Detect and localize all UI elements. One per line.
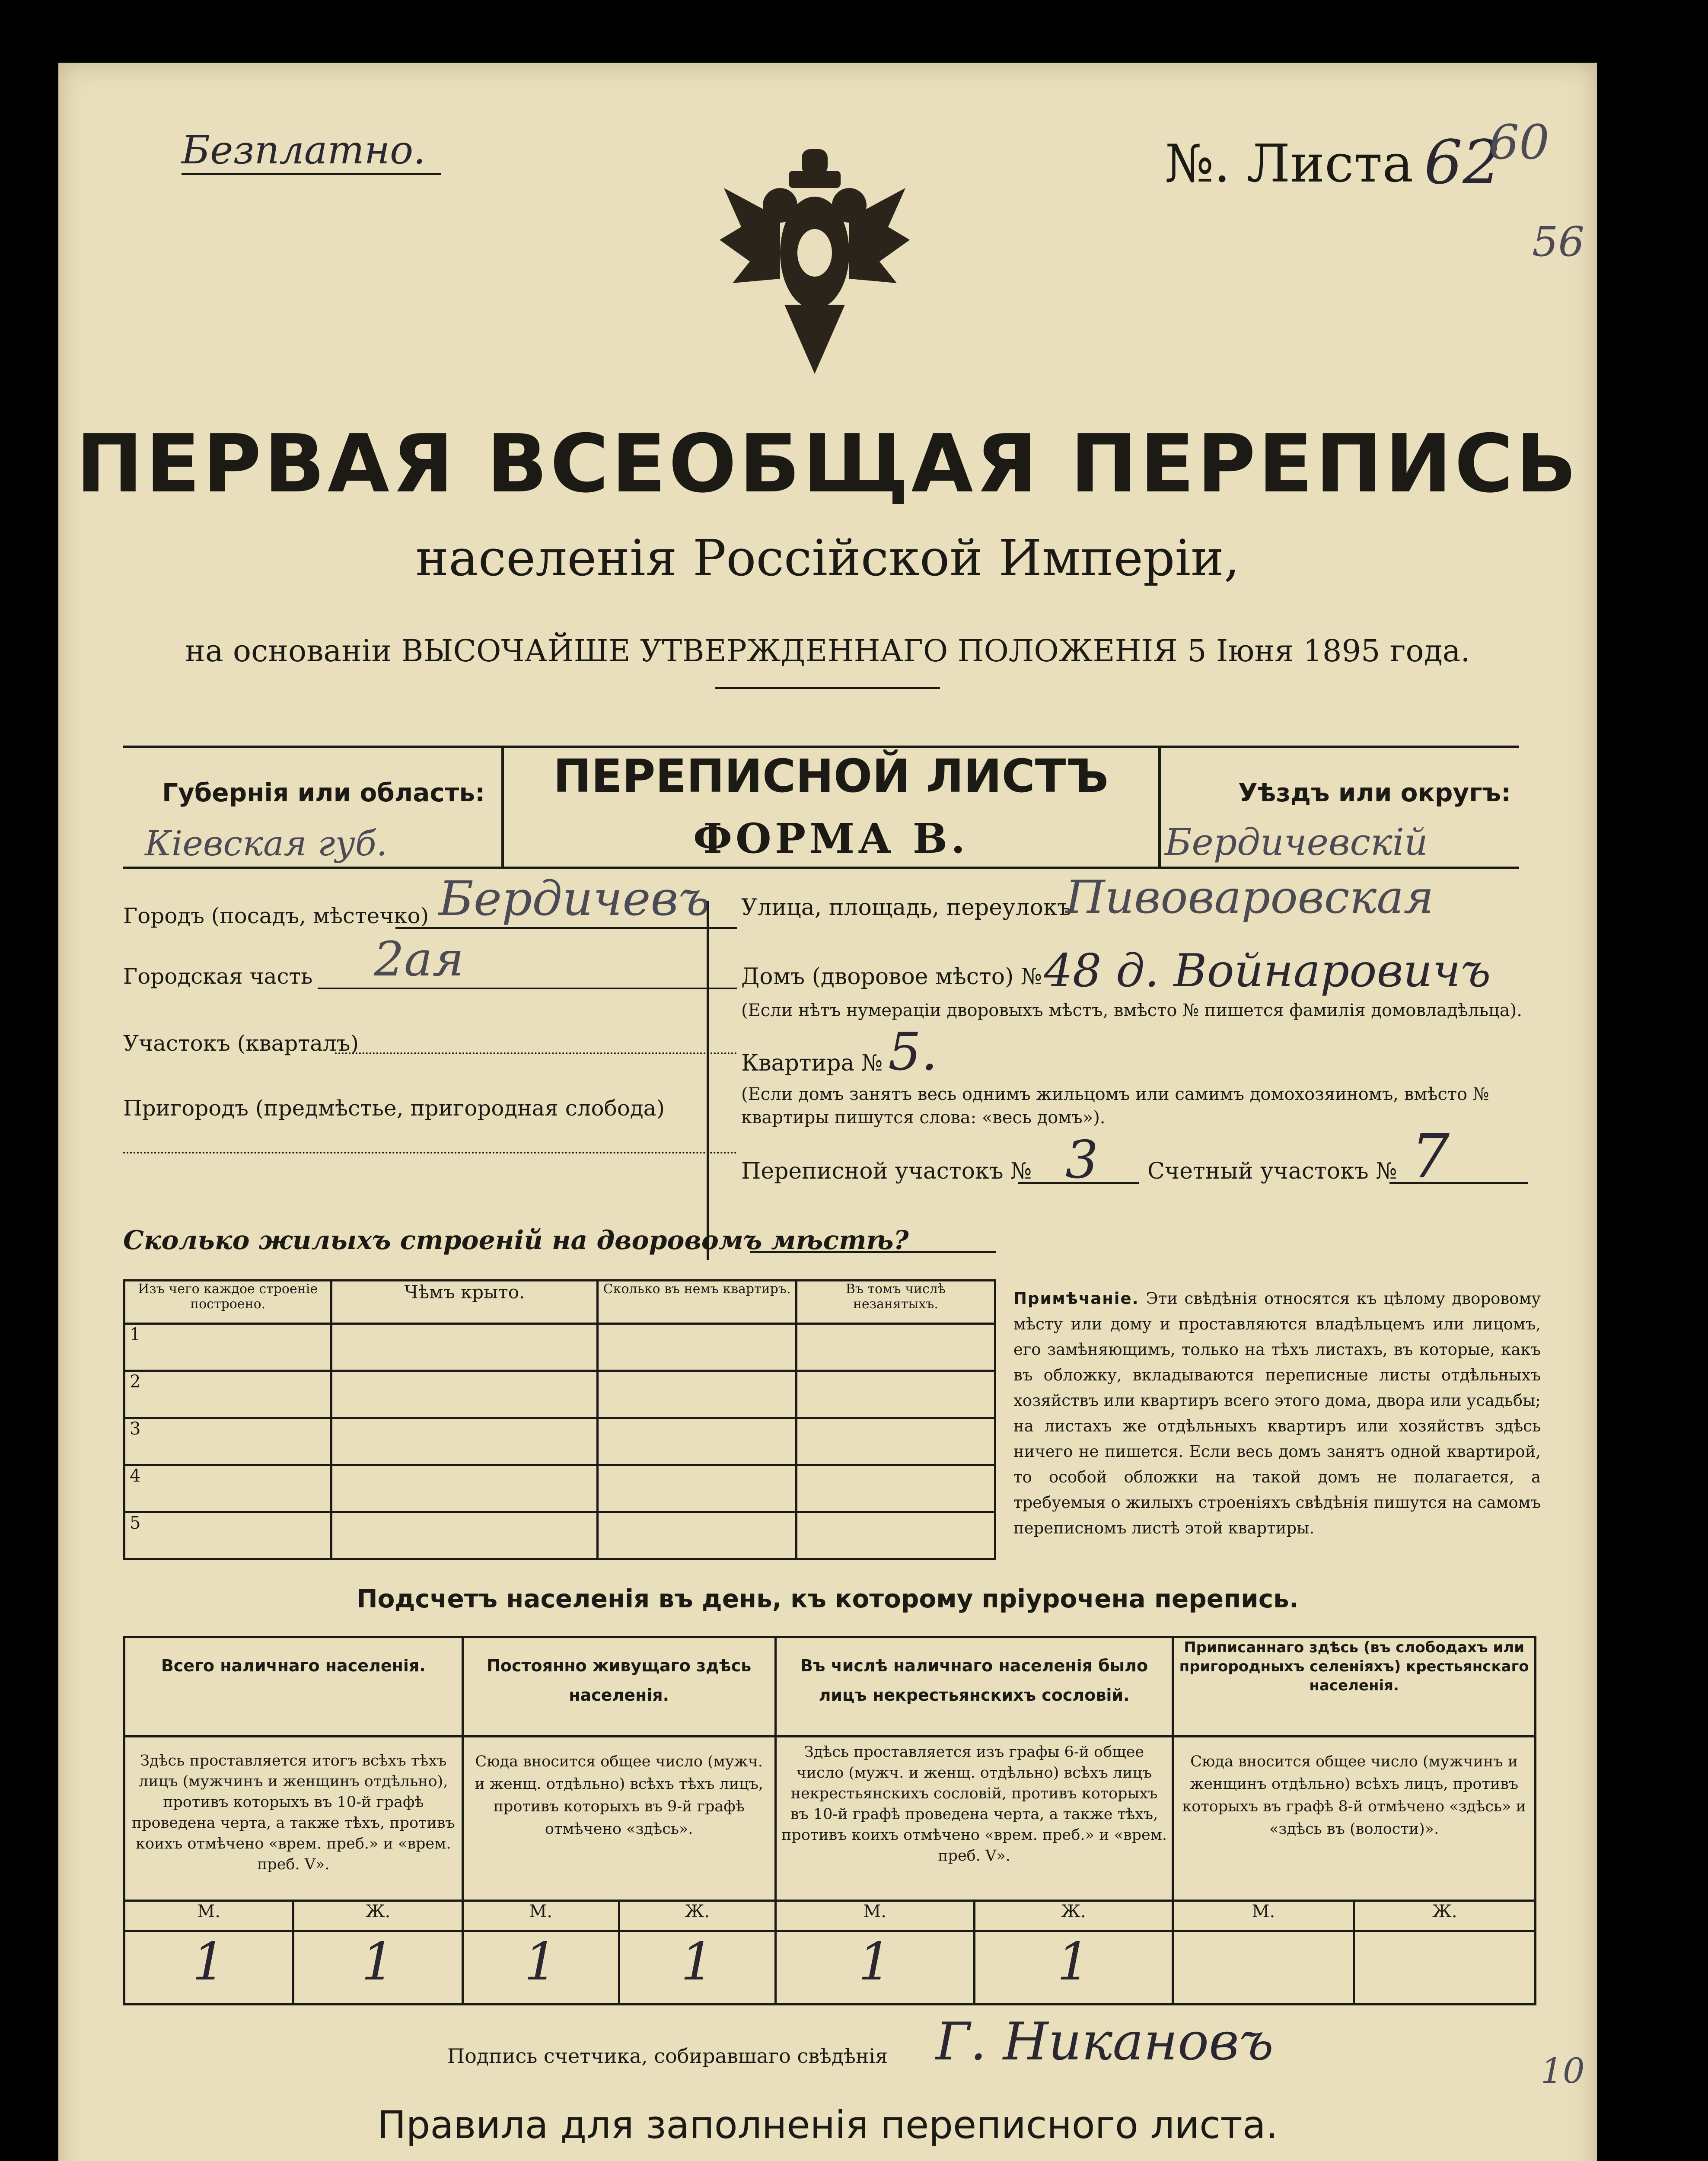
flat-note: (Если домъ занятъ весь однимъ жильцомъ или самимъ домохозяиномъ, вмѣсто № квартиры пишутся слова: «весь домъ»). xyxy=(741,1084,1489,1128)
city-line xyxy=(395,927,737,929)
buildings-header-vacant: Въ томъ числѣ незанятыхъ. xyxy=(796,1281,995,1324)
gubernia-value: Кіевская губ. xyxy=(145,823,388,864)
form-box-top xyxy=(123,746,1519,748)
sheet-number-pencil-a: 60 xyxy=(1489,115,1549,170)
count-f-label: Ж. xyxy=(1354,1901,1536,1931)
count-col-header-total: Всего наличнаго населенія. xyxy=(124,1637,463,1737)
flat-label: Квартира № xyxy=(741,1050,883,1076)
house-value: 48 д. Войнаровичъ xyxy=(1044,944,1491,997)
buildings-header-material: Изъ чего каждое строеніе построено. xyxy=(124,1281,331,1324)
quarter-line xyxy=(335,1052,737,1054)
house-label: Домъ (дворовое мѣсто) № xyxy=(741,964,1042,990)
buildings-row xyxy=(124,1371,995,1418)
flat-value: 5. xyxy=(888,1022,938,1082)
count-district-line xyxy=(1389,1182,1528,1184)
census-district-line xyxy=(1018,1182,1139,1184)
double-headed-eagle-emblem xyxy=(715,140,914,382)
rules-title: Правила для заполненія переписного листа. xyxy=(377,2103,1278,2147)
count-col-desc-non-peasant: Здѣсь проставляется изъ графы 6-й общее число (мужч. и женщ. отдѣльно) всѣхъ лицъ некрестьянскихъ сословій, противъ которыхъ въ 10-й графѣ проведена черта, а также тѣхъ, противъ коихъ отмѣчено «врем. преб.» и «врем. преб. V». xyxy=(775,1737,1173,1901)
count-permanent-female: 1 xyxy=(619,1931,775,2005)
free-label: Безплатно. xyxy=(182,127,426,173)
sheet-number-pencil-b: 56 xyxy=(1532,218,1584,266)
title-main: ПЕРВАЯ ВСЕОБЩАЯ ПЕРЕПИСЬ xyxy=(76,417,1580,510)
form-box-divider-right xyxy=(1158,746,1161,867)
count-col-desc-total: Здѣсь проставляется итогъ всѣхъ тѣхъ лицъ (мужчинъ и женщинъ отдѣльно), противъ которыхъ въ 10-й графѣ проведена черта, а также тѣхъ, противъ коихъ отмѣчено «врем. преб.» и «врем. преб. V». xyxy=(124,1737,463,1901)
suburb-line xyxy=(123,1152,737,1154)
count-total-female: 1 xyxy=(293,1931,462,2005)
count-f-label: Ж. xyxy=(619,1901,775,1931)
gubernia-label: Губернія или область: xyxy=(162,778,485,807)
count-m-label: М. xyxy=(775,1901,974,1931)
buildings-table xyxy=(123,1279,996,1560)
quarter-label: Участокъ (кварталъ) xyxy=(123,1031,359,1056)
count-col-header-peasant: Приписаннаго здѣсь (въ слободахъ или пригородныхъ селеніяхъ) крестьянскаго населенія. xyxy=(1173,1637,1536,1737)
count-m-label: М. xyxy=(462,1901,619,1931)
row-number: 3 xyxy=(124,1418,331,1465)
buildings-header-roof: Чѣмъ крыто. xyxy=(331,1281,598,1324)
count-total-male: 1 xyxy=(124,1931,293,2005)
city-part-line xyxy=(318,988,737,989)
count-peasant-female xyxy=(1354,1931,1536,2005)
sheet-number-value: 62 xyxy=(1424,127,1501,198)
city-value: Бердичевъ xyxy=(439,871,710,926)
count-table xyxy=(123,1636,1536,2005)
census-sheet xyxy=(58,63,1597,2161)
title-sub: населенія Россійской Имперіи, xyxy=(415,529,1240,587)
count-m-label: М. xyxy=(124,1901,293,1931)
form-box-bottom xyxy=(123,867,1519,869)
buildings-row xyxy=(124,1418,995,1465)
note-heading: Примѣчаніе. xyxy=(1013,1289,1139,1308)
margin-note: 10 xyxy=(1541,2051,1585,2091)
title-divider xyxy=(715,687,940,689)
buildings-row xyxy=(124,1324,995,1371)
free-underline xyxy=(182,173,441,175)
count-f-label: Ж. xyxy=(293,1901,462,1931)
row-number: 2 xyxy=(124,1371,331,1418)
count-col-desc-peasant: Сюда вносится общее число (мужчинъ и женщинъ отдѣльно) всѣхъ лицъ, противъ которыхъ въ графѣ 8-й отмѣчено «здѣсь» и «здѣсь въ (волости)». xyxy=(1173,1737,1536,1901)
buildings-header-flats: Сколько въ немъ квартиръ. xyxy=(598,1281,796,1324)
title-basis: на основаніи ВЫСОЧАЙШЕ УТВЕРЖДЕННАГО ПОЛОЖЕНІЯ 5 Іюня 1895 года. xyxy=(185,633,1470,669)
signature-label: Подпись счетчика, собиравшаго свѣдѣнія xyxy=(447,2044,888,2068)
street-value: Пивоваровская xyxy=(1065,871,1434,924)
buildings-row xyxy=(124,1465,995,1512)
count-district-value: 7 xyxy=(1411,1122,1450,1192)
city-part-value: 2ая xyxy=(374,931,464,987)
count-m-label: М. xyxy=(1173,1901,1354,1931)
census-district-value: 3 xyxy=(1065,1130,1099,1190)
count-peasant-male xyxy=(1173,1931,1354,2005)
count-permanent-male: 1 xyxy=(462,1931,619,2005)
count-title: Подсчетъ населенія въ день, къ которому пріурочена перепись. xyxy=(357,1584,1299,1613)
sheet-number-label: №. Листа xyxy=(1165,134,1414,194)
note-block xyxy=(1013,1286,1541,1541)
city-part-label: Городская часть xyxy=(123,964,313,989)
street-label: Улица, площадь, переулокъ xyxy=(741,895,1072,921)
count-non-peasant-female: 1 xyxy=(974,1931,1173,2005)
row-number: 1 xyxy=(124,1324,331,1371)
buildings-answer-line xyxy=(750,1251,996,1253)
buildings-row xyxy=(124,1512,995,1559)
uezd-value: Бердичевскій xyxy=(1165,821,1428,864)
signature-value: Г. Никановъ xyxy=(936,2012,1274,2072)
row-number: 5 xyxy=(124,1512,331,1559)
note-text: Эти свѣдѣнія относятся къ цѣлому дворовому мѣсту или дому и проставляются владѣльцемъ или лицомъ, его замѣняющимъ, только на тѣхъ листахъ, въ которые, какъ въ обложку, вкладываются переписные листы отдѣльныхъ хозяйствъ или квартиръ всего этого дома, двора или усадьбы; на листахъ же отдѣльныхъ квартиръ или хозяйствъ здѣсь ничего не пишется. Если весь домъ занятъ одной квартирой, то особой обложки на такой домъ не полагается, а требуемыя о жилыхъ строеніяхъ свѣдѣнія пишутся на самомъ переписномъ листѣ этой квартиры. xyxy=(1013,1289,1541,1537)
form-name: ФОРМА В. xyxy=(693,815,969,863)
city-label: Городъ (посадъ, мѣстечко) xyxy=(123,903,429,928)
count-col-header-non-peasant: Въ числѣ наличнаго населенія было лицъ некрестьянскихъ сословій. xyxy=(775,1637,1173,1737)
count-col-desc-permanent: Сюда вносится общее число (мужч. и женщ. отдѣльно) всѣхъ тѣхъ лицъ, противъ которыхъ въ 9-й графѣ отмѣчено «здѣсь». xyxy=(462,1737,775,1901)
suburb-label: Пригородъ (предмѣстье, пригородная слобода) xyxy=(123,1096,665,1121)
buildings-question: Сколько жилыхъ строеній на дворовомъ мѣстѣ? xyxy=(123,1225,909,1256)
census-district-label: Переписной участокъ № xyxy=(741,1158,1032,1184)
count-district-label: Счетный участокъ № xyxy=(1147,1158,1397,1184)
address-divider xyxy=(707,901,709,1260)
count-non-peasant-male: 1 xyxy=(775,1931,974,2005)
house-note: (Если нѣтъ нумераціи дворовыхъ мѣстъ, вмѣсто № пишется фамилія домовладѣльца). xyxy=(741,1001,1522,1020)
row-number: 4 xyxy=(124,1465,331,1512)
uezd-label: Уѣздъ или округъ: xyxy=(1238,778,1511,807)
count-f-label: Ж. xyxy=(974,1901,1173,1931)
count-col-header-permanent: Постоянно живущаго здѣсь населенія. xyxy=(462,1637,775,1737)
sheet-title: ПЕРЕПИСНОЙ ЛИСТЪ xyxy=(553,750,1109,803)
